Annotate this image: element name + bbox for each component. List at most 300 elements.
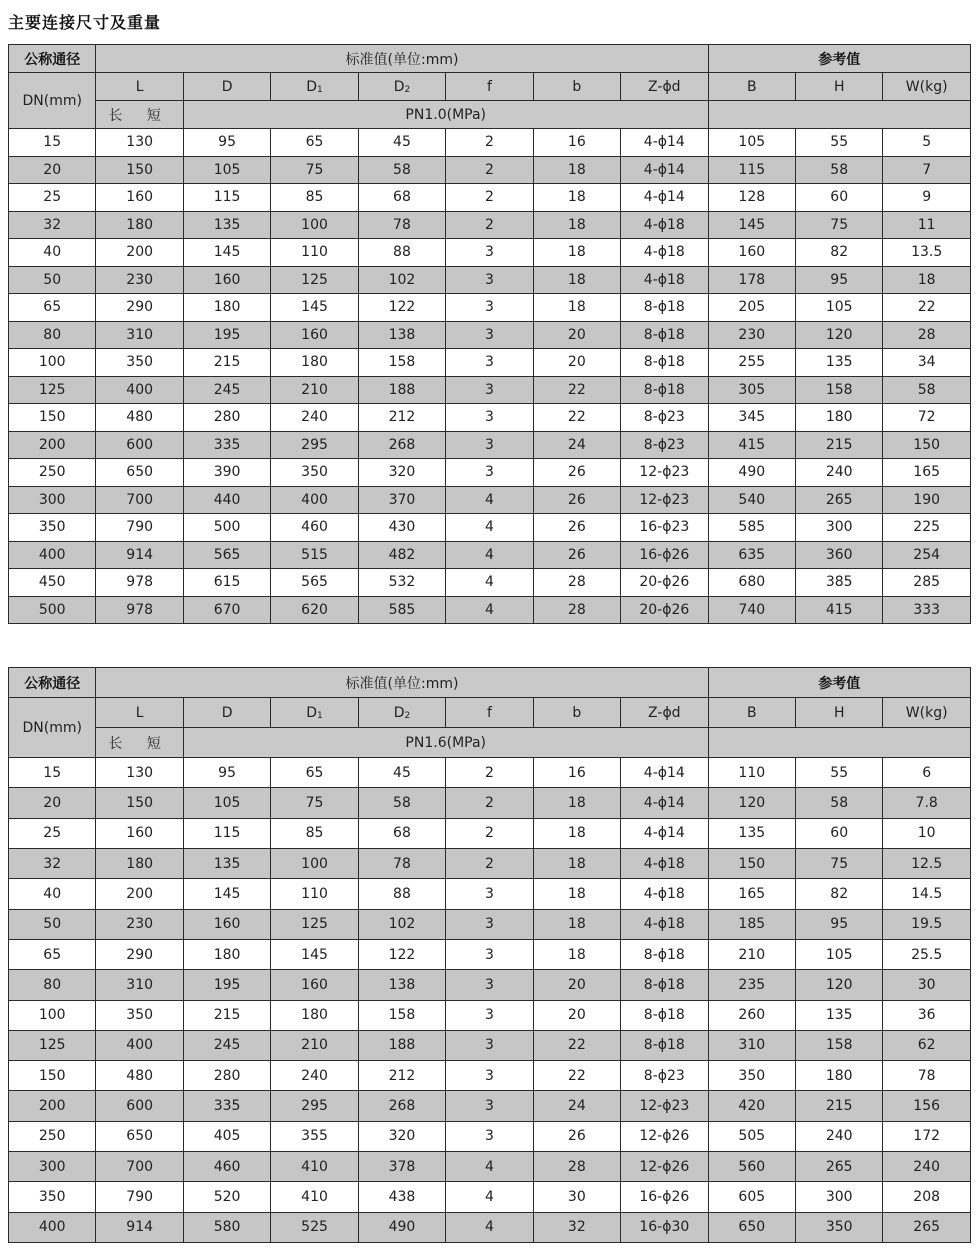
table-cell: 914 xyxy=(96,1212,183,1242)
table-cell: 978 xyxy=(96,596,183,624)
table-cell: 9 xyxy=(883,184,970,212)
table-cell: 3 xyxy=(446,294,533,322)
table-cell: 215 xyxy=(796,431,883,459)
table-cell: 500 xyxy=(183,514,270,542)
table-cell: 212 xyxy=(358,404,445,432)
table-cell: 195 xyxy=(183,321,270,349)
table-cell: 300 xyxy=(9,486,96,514)
page-title: 主要连接尺寸及重量 xyxy=(8,13,162,32)
table-cell: 102 xyxy=(358,909,445,939)
table-cell: 62 xyxy=(883,1030,970,1060)
table-cell: 130 xyxy=(96,129,183,157)
table-row xyxy=(9,129,971,157)
table-cell: 3 xyxy=(446,459,533,487)
table-cell: 200 xyxy=(9,1091,96,1121)
table-cell: 295 xyxy=(271,431,358,459)
table-cell: 18 xyxy=(533,788,620,818)
header-col-subscript: 1 xyxy=(317,84,323,95)
table-cell: 172 xyxy=(883,1121,970,1151)
table-cell: 4-ϕ14 xyxy=(621,156,709,184)
table-cell: 565 xyxy=(183,541,270,569)
table-cell: 20 xyxy=(533,349,620,377)
header-col-d2 xyxy=(358,698,445,728)
table-cell: 50 xyxy=(9,266,96,294)
table-cell: 2 xyxy=(446,129,533,157)
header-col-label: L xyxy=(135,704,144,721)
table-cell: 345 xyxy=(708,404,795,432)
table-cell: 650 xyxy=(708,1212,795,1242)
table-cell: 300 xyxy=(9,1152,96,1182)
table-cell: 22 xyxy=(533,376,620,404)
table-cell: 585 xyxy=(358,596,445,624)
table-cell: 18 xyxy=(533,818,620,848)
table-cell: 95 xyxy=(796,909,883,939)
header-col-label: D xyxy=(221,704,233,721)
header-standard-values: 标准值(单位:mm) xyxy=(96,45,708,73)
table-cell: 350 xyxy=(96,349,183,377)
table-cell: 45 xyxy=(358,758,445,788)
table-cell: 16 xyxy=(533,758,620,788)
table-cell: 60 xyxy=(796,184,883,212)
table-row xyxy=(9,758,971,788)
table-cell: 18 xyxy=(533,239,620,267)
table-cell: 110 xyxy=(271,239,358,267)
table-cell: 78 xyxy=(358,211,445,239)
table-cell: 280 xyxy=(183,1061,270,1091)
table-cell: 333 xyxy=(883,596,970,624)
table-cell: 22 xyxy=(533,404,620,432)
table-row xyxy=(9,1182,971,1212)
table-cell: 3 xyxy=(446,321,533,349)
table-cell: 225 xyxy=(883,514,970,542)
table-cell: 28 xyxy=(533,569,620,597)
table-cell: 565 xyxy=(271,569,358,597)
table-cell: 180 xyxy=(96,848,183,878)
header-col-label: H xyxy=(833,78,845,95)
table-cell: 580 xyxy=(183,1212,270,1242)
table-cell: 18 xyxy=(533,879,620,909)
table-cell: 525 xyxy=(271,1212,358,1242)
table-cell: 28 xyxy=(883,321,970,349)
table-row xyxy=(9,321,971,349)
header-col-label: Z-ϕd xyxy=(648,704,681,721)
table-cell: 480 xyxy=(96,1061,183,1091)
table-cell: 540 xyxy=(708,486,795,514)
table-cell: 160 xyxy=(96,818,183,848)
table-cell: 28 xyxy=(533,596,620,624)
table-cell: 19.5 xyxy=(883,909,970,939)
header-col-label: W(kg) xyxy=(905,704,948,721)
table-row xyxy=(9,939,971,969)
table-cell: 200 xyxy=(96,879,183,909)
table-cell: 450 xyxy=(9,569,96,597)
table-cell: 3 xyxy=(446,1091,533,1121)
table-cell: 145 xyxy=(271,939,358,969)
table-cell: 135 xyxy=(708,818,795,848)
table-cell: 18 xyxy=(533,294,620,322)
table-cell: 78 xyxy=(358,848,445,878)
table-cell: 400 xyxy=(96,1030,183,1060)
table-cell: 188 xyxy=(358,376,445,404)
header-col-d2 xyxy=(358,73,445,101)
table-cell: 15 xyxy=(9,758,96,788)
table-cell: 4 xyxy=(446,1182,533,1212)
table-cell: 4-ϕ14 xyxy=(621,788,709,818)
table-cell: 160 xyxy=(271,970,358,1000)
table-cell: 8-ϕ18 xyxy=(621,1000,709,1030)
table-cell: 160 xyxy=(708,239,795,267)
table-cell: 180 xyxy=(271,1000,358,1030)
table-cell: 160 xyxy=(183,266,270,294)
table-cell: 605 xyxy=(708,1182,795,1212)
table-cell: 82 xyxy=(796,239,883,267)
header-col-label: H xyxy=(833,704,845,721)
table-cell: 310 xyxy=(96,970,183,1000)
table-cell: 400 xyxy=(271,486,358,514)
table-cell: 20 xyxy=(533,970,620,1000)
header-col-l xyxy=(96,73,183,101)
table-cell: 2 xyxy=(446,848,533,878)
table-cell: 88 xyxy=(358,239,445,267)
table-cell: 400 xyxy=(96,376,183,404)
table-cell: 700 xyxy=(96,486,183,514)
table-cell: 235 xyxy=(708,970,795,1000)
table-cell: 378 xyxy=(358,1152,445,1182)
table-cell: 3 xyxy=(446,266,533,294)
header-col-f xyxy=(446,73,533,101)
table-cell: 80 xyxy=(9,321,96,349)
header-col-b-ref xyxy=(708,73,795,101)
table-cell: 120 xyxy=(796,321,883,349)
table-cell: 2 xyxy=(446,788,533,818)
table-cell: 105 xyxy=(183,788,270,818)
table-cell: 180 xyxy=(183,939,270,969)
table-cell: 58 xyxy=(796,788,883,818)
table-cell: 670 xyxy=(183,596,270,624)
table-cell: 180 xyxy=(183,294,270,322)
table-cell: 212 xyxy=(358,1061,445,1091)
table-cell: 138 xyxy=(358,970,445,1000)
table-cell: 115 xyxy=(183,184,270,212)
table-cell: 200 xyxy=(9,431,96,459)
table-cell: 978 xyxy=(96,569,183,597)
table-cell: 75 xyxy=(271,156,358,184)
header-reference-values: 参考值 xyxy=(708,45,970,73)
table-cell: 3 xyxy=(446,1030,533,1060)
table-cell: 635 xyxy=(708,541,795,569)
table-cell: 2 xyxy=(446,818,533,848)
table-cell: 12-ϕ23 xyxy=(621,486,709,514)
table-cell: 295 xyxy=(271,1091,358,1121)
table-cell: 515 xyxy=(271,541,358,569)
table-cell: 240 xyxy=(796,459,883,487)
table-cell: 20 xyxy=(9,156,96,184)
table-cell: 350 xyxy=(708,1061,795,1091)
table-cell: 135 xyxy=(183,211,270,239)
table-cell: 190 xyxy=(883,486,970,514)
table-cell: 13.5 xyxy=(883,239,970,267)
table-cell: 80 xyxy=(9,970,96,1000)
table-cell: 320 xyxy=(358,459,445,487)
table-cell: 160 xyxy=(271,321,358,349)
table-cell: 150 xyxy=(708,848,795,878)
table-cell: 105 xyxy=(796,294,883,322)
header-col-label: D xyxy=(306,704,318,721)
table-cell: 95 xyxy=(796,266,883,294)
table-row xyxy=(9,514,971,542)
table-cell: 130 xyxy=(96,758,183,788)
table-cell: 18 xyxy=(533,939,620,969)
table-cell: 200 xyxy=(96,239,183,267)
table-cell: 410 xyxy=(271,1182,358,1212)
table-cell: 3 xyxy=(446,879,533,909)
table-cell: 75 xyxy=(271,788,358,818)
table-cell: 158 xyxy=(358,1000,445,1030)
table-cell: 12.5 xyxy=(883,848,970,878)
table-cell: 740 xyxy=(708,596,795,624)
table-cell: 600 xyxy=(96,1091,183,1121)
table-cell: 585 xyxy=(708,514,795,542)
header-col-label: D xyxy=(393,78,405,95)
table-cell: 75 xyxy=(796,848,883,878)
table-cell: 72 xyxy=(883,404,970,432)
table-cell: 185 xyxy=(708,909,795,939)
table-cell: 350 xyxy=(796,1212,883,1242)
table-cell: 178 xyxy=(708,266,795,294)
table-cell: 650 xyxy=(96,459,183,487)
table-cell: 460 xyxy=(183,1152,270,1182)
table-cell: 255 xyxy=(708,349,795,377)
table-cell: 230 xyxy=(708,321,795,349)
header-reference-values: 参考值 xyxy=(708,668,970,698)
table-cell: 65 xyxy=(9,294,96,322)
header-reference-blank xyxy=(708,728,970,758)
header-pressure-rating: PN1.6(MPa) xyxy=(183,728,708,758)
table-row xyxy=(9,239,971,267)
table-cell: 20-ϕ26 xyxy=(621,569,709,597)
table-cell: 8-ϕ18 xyxy=(621,970,709,1000)
table-cell: 85 xyxy=(271,818,358,848)
table-row xyxy=(9,431,971,459)
table-cell: 138 xyxy=(358,321,445,349)
header-col-label: D xyxy=(221,78,233,95)
table-cell: 3 xyxy=(446,349,533,377)
table-cell: 12-ϕ26 xyxy=(621,1121,709,1151)
table-cell: 914 xyxy=(96,541,183,569)
table-cell: 3 xyxy=(446,1121,533,1151)
table-cell: 16-ϕ26 xyxy=(621,541,709,569)
table-cell: 415 xyxy=(708,431,795,459)
header-col-weight xyxy=(883,73,970,101)
table-row xyxy=(9,294,971,322)
table-row xyxy=(9,184,971,212)
table-cell: 415 xyxy=(796,596,883,624)
table-cell: 78 xyxy=(883,1061,970,1091)
table-cell: 26 xyxy=(533,514,620,542)
table-cell: 128 xyxy=(708,184,795,212)
table-cell: 250 xyxy=(9,1121,96,1151)
table-cell: 310 xyxy=(708,1030,795,1060)
table-cell: 370 xyxy=(358,486,445,514)
table-cell: 482 xyxy=(358,541,445,569)
table-cell: 8-ϕ18 xyxy=(621,376,709,404)
table-cell: 100 xyxy=(271,848,358,878)
table-row xyxy=(9,404,971,432)
table-cell: 25.5 xyxy=(883,939,970,969)
table-cell: 6 xyxy=(883,758,970,788)
spec-table-pn10 xyxy=(8,44,971,624)
header-col-label: L xyxy=(135,78,144,95)
table-cell: 560 xyxy=(708,1152,795,1182)
header-col-b xyxy=(533,698,620,728)
table-cell: 260 xyxy=(708,1000,795,1030)
header-long-short: 长 短 xyxy=(96,101,183,129)
table-cell: 505 xyxy=(708,1121,795,1151)
header-col-subscript: 1 xyxy=(317,710,323,721)
table-cell: 12-ϕ23 xyxy=(621,1091,709,1121)
table-cell: 300 xyxy=(796,514,883,542)
table-cell: 265 xyxy=(796,486,883,514)
table-cell: 3 xyxy=(446,1061,533,1091)
table-cell: 16-ϕ30 xyxy=(621,1212,709,1242)
table-cell: 335 xyxy=(183,1091,270,1121)
table-cell: 115 xyxy=(708,156,795,184)
table-cell: 18 xyxy=(533,184,620,212)
table-cell: 4 xyxy=(446,514,533,542)
table-cell: 180 xyxy=(96,211,183,239)
table-cell: 165 xyxy=(883,459,970,487)
table-cell: 20 xyxy=(9,788,96,818)
table-cell: 30 xyxy=(883,970,970,1000)
table-row xyxy=(9,376,971,404)
header-col-label: W(kg) xyxy=(905,78,948,95)
table-cell: 26 xyxy=(533,459,620,487)
table-cell: 4 xyxy=(446,569,533,597)
table-cell: 350 xyxy=(9,514,96,542)
table-cell: 4-ϕ14 xyxy=(621,818,709,848)
table-cell: 3 xyxy=(446,376,533,404)
header-col-subscript: 2 xyxy=(404,710,411,721)
table-row xyxy=(9,909,971,939)
header-col-label: Z-ϕd xyxy=(648,78,681,95)
table-cell: 4-ϕ14 xyxy=(621,129,709,157)
table-cell: 420 xyxy=(708,1091,795,1121)
table-cell: 160 xyxy=(183,909,270,939)
table-cell: 145 xyxy=(271,294,358,322)
table-cell: 790 xyxy=(96,1182,183,1212)
table-cell: 215 xyxy=(183,349,270,377)
table-cell: 350 xyxy=(9,1182,96,1212)
table-cell: 268 xyxy=(358,1091,445,1121)
table-cell: 122 xyxy=(358,939,445,969)
table-cell: 26 xyxy=(533,1121,620,1151)
table-cell: 350 xyxy=(271,459,358,487)
table-cell: 615 xyxy=(183,569,270,597)
table-cell: 265 xyxy=(796,1152,883,1182)
table-cell: 55 xyxy=(796,129,883,157)
table-cell: 36 xyxy=(883,1000,970,1030)
table-cell: 135 xyxy=(796,1000,883,1030)
table-cell: 305 xyxy=(708,376,795,404)
table-cell: 18 xyxy=(533,909,620,939)
header-col-h xyxy=(796,73,883,101)
table-row xyxy=(9,1121,971,1151)
table-cell: 18 xyxy=(883,266,970,294)
table-cell: 4-ϕ18 xyxy=(621,909,709,939)
table-cell: 120 xyxy=(708,788,795,818)
table-cell: 135 xyxy=(796,349,883,377)
header-col-label: B xyxy=(746,704,757,721)
table-cell: 290 xyxy=(96,939,183,969)
table-cell: 11 xyxy=(883,211,970,239)
table-row xyxy=(9,848,971,878)
table-cell: 125 xyxy=(9,1030,96,1060)
table-row xyxy=(9,156,971,184)
table-cell: 55 xyxy=(796,758,883,788)
table-cell: 650 xyxy=(96,1121,183,1151)
table-cell: 210 xyxy=(271,1030,358,1060)
table-cell: 3 xyxy=(446,970,533,1000)
table-cell: 125 xyxy=(9,376,96,404)
table-cell: 205 xyxy=(708,294,795,322)
table-cell: 10 xyxy=(883,818,970,848)
table-cell: 85 xyxy=(271,184,358,212)
table-row xyxy=(9,266,971,294)
table-cell: 82 xyxy=(796,879,883,909)
table-cell: 122 xyxy=(358,294,445,322)
table-cell: 195 xyxy=(183,970,270,1000)
table-cell: 310 xyxy=(96,321,183,349)
table-row xyxy=(9,788,971,818)
table-cell: 290 xyxy=(96,294,183,322)
header-dn-mm: DN(mm) xyxy=(9,73,96,129)
table-cell: 58 xyxy=(796,156,883,184)
table-cell: 95 xyxy=(183,129,270,157)
table-cell: 68 xyxy=(358,818,445,848)
table-cell: 500 xyxy=(9,596,96,624)
table-cell: 2 xyxy=(446,156,533,184)
table-cell: 400 xyxy=(9,1212,96,1242)
table-cell: 250 xyxy=(9,459,96,487)
header-nominal-diameter: 公称通径 xyxy=(9,45,96,73)
table-cell: 125 xyxy=(271,266,358,294)
header-col-f xyxy=(446,698,533,728)
table-row xyxy=(9,1212,971,1242)
table-cell: 790 xyxy=(96,514,183,542)
table-cell: 335 xyxy=(183,431,270,459)
header-col-weight xyxy=(883,698,970,728)
header-col-d xyxy=(183,73,270,101)
header-col-d1 xyxy=(271,698,358,728)
table-cell: 24 xyxy=(533,431,620,459)
header-col-d1 xyxy=(271,73,358,101)
table-cell: 24 xyxy=(533,1091,620,1121)
table-cell: 210 xyxy=(271,376,358,404)
table-cell: 520 xyxy=(183,1182,270,1212)
table-row xyxy=(9,1152,971,1182)
table-cell: 490 xyxy=(358,1212,445,1242)
table-cell: 600 xyxy=(96,431,183,459)
table-cell: 58 xyxy=(358,156,445,184)
table-cell: 320 xyxy=(358,1121,445,1151)
table-row xyxy=(9,349,971,377)
table-cell: 245 xyxy=(183,376,270,404)
header-col-h xyxy=(796,698,883,728)
table-cell: 40 xyxy=(9,879,96,909)
table-cell: 150 xyxy=(883,431,970,459)
table-cell: 210 xyxy=(708,939,795,969)
table-cell: 2 xyxy=(446,758,533,788)
